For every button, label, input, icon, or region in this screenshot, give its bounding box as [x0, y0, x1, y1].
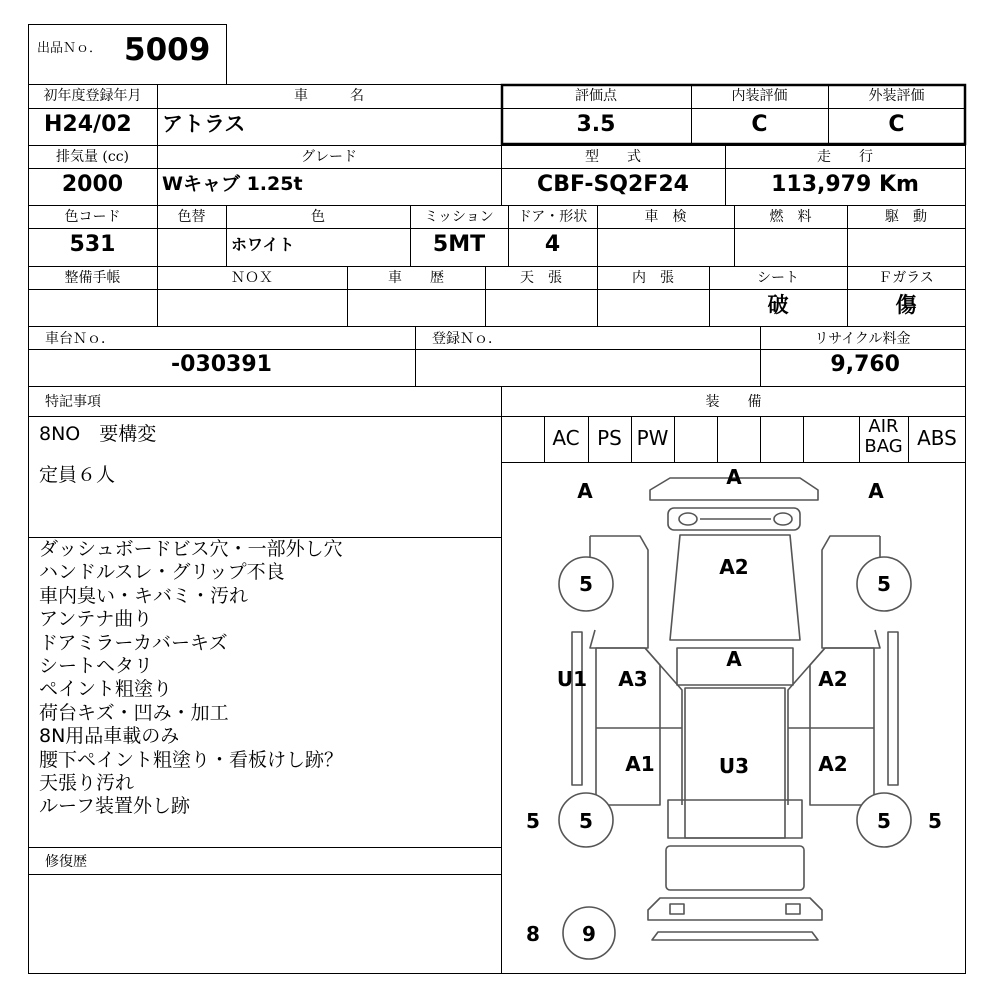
equipment-ps: PS — [597, 426, 622, 450]
color-code-value: 531 — [69, 232, 116, 257]
color-code-label: 色コード — [64, 209, 121, 225]
condition-notes-list — [39, 538, 343, 819]
fuel-label: 燃 料 — [769, 209, 812, 225]
rear-right-outer-code: 5 — [928, 809, 942, 833]
recycle-fee-label: リサイクル料金 — [814, 331, 911, 347]
tire-front-left: 5 — [579, 572, 593, 596]
seat-value: 破 — [767, 293, 789, 317]
car-name-label: 車 名 — [294, 88, 364, 104]
displacement-label: 排気量 (cc) — [55, 149, 130, 165]
chassis-value: -030391 — [171, 352, 272, 377]
model-label: 型 式 — [585, 149, 641, 165]
exterior-grade-value: C — [888, 112, 905, 137]
mission-value: 5MT — [432, 232, 486, 257]
list-item: 8N用品車載のみ — [39, 725, 180, 748]
tire-spare: 9 — [582, 922, 596, 946]
registration-label: 登録Ｎｏ． — [432, 331, 502, 347]
equipment-abs: ABS — [917, 426, 957, 450]
list-item: ルーフ装置外し跡 — [39, 795, 191, 818]
color-change-label: 色替 — [177, 209, 206, 225]
nox-label: ＮＯＸ — [231, 270, 273, 286]
notes-label: 特記事項 — [45, 394, 101, 410]
tire-rear-right: 5 — [877, 809, 891, 833]
damage-left-lower: A1 — [625, 752, 655, 776]
list-item: ドアミラーカバーキズ — [39, 631, 228, 654]
spare-outer-code: 8 — [526, 922, 540, 946]
damage-right-lower: A2 — [818, 752, 848, 776]
list-item: ハンドルスレ・グリップ不良 — [39, 561, 285, 584]
list-item: 天張り汚れ — [39, 772, 135, 795]
seat-label: シート — [757, 270, 799, 286]
equipment-pw: PW — [636, 426, 669, 450]
damage-left-door: A3 — [618, 667, 648, 691]
list-item: 荷台キズ・凹み・加工 — [39, 701, 229, 724]
interior-grade-value: C — [751, 112, 768, 137]
notes-line-1: 8NO 要構変 — [39, 423, 157, 445]
damage-roof-front: A — [726, 647, 742, 671]
equipment-airbag-line2: BAG — [864, 436, 903, 457]
exterior-grade-label: 外装評価 — [868, 88, 925, 104]
equipment-ac: AC — [552, 426, 580, 450]
equipment-label: 装 備 — [705, 394, 762, 410]
door-label: ドア・形状 — [517, 209, 588, 225]
damage-right-door: A2 — [818, 667, 848, 691]
tire-rear-left: 5 — [579, 809, 593, 833]
list-item: 車内臭い・キバミ・汚れ — [39, 584, 249, 607]
list-item: アンテナ曲り — [39, 608, 153, 631]
chassis-label: 車台Ｎｏ． — [45, 331, 115, 347]
drive-label: 駆 動 — [885, 209, 927, 225]
windshield-label: Ｆガラス — [878, 270, 934, 286]
score-value: 3.5 — [576, 112, 616, 137]
door-value: 4 — [544, 232, 561, 257]
damage-front-left: A — [577, 479, 593, 503]
mission-label: ミッション — [424, 209, 494, 225]
repair-history-label: 修復歴 — [45, 854, 87, 870]
first-registration-value: H24/02 — [44, 112, 132, 137]
maintenance-label: 整備手帳 — [64, 270, 121, 286]
mileage-value: 113,979 Km — [771, 172, 919, 197]
mileage-label: 走 行 — [817, 149, 873, 165]
car-name-value: アトラス — [162, 112, 246, 136]
damage-left-pillar: U1 — [556, 667, 588, 691]
recycle-fee-value: 9,760 — [830, 352, 900, 377]
color-value: ホワイト — [231, 235, 295, 254]
tire-front-right: 5 — [877, 572, 891, 596]
inspection-label: 車 検 — [644, 209, 687, 225]
lot-label: 出品Ｎｏ． — [37, 41, 103, 56]
grade-label: グレード — [301, 149, 357, 165]
damage-front-right: A — [868, 479, 884, 503]
model-value: CBF-SQ2F24 — [537, 172, 689, 197]
history-label: 車 歴 — [388, 270, 444, 286]
interior-grade-label: 内装評価 — [731, 88, 788, 104]
interior-lining-label: 内 張 — [632, 270, 674, 286]
grade-value: Wキャブ 1.25t — [162, 173, 303, 195]
first-registration-label: 初年度登録年月 — [43, 88, 142, 104]
lot-number: 5009 — [124, 32, 211, 68]
damage-windshield: A2 — [719, 555, 749, 579]
rear-left-outer-code: 5 — [526, 809, 540, 833]
notes-line-2: 定員６人 — [39, 464, 116, 486]
list-item: ダッシュボードビス穴・一部外し穴 — [39, 538, 343, 560]
list-item: シートヘタリ — [39, 655, 154, 678]
color-label: 色 — [311, 209, 325, 225]
windshield-value: 傷 — [895, 293, 917, 317]
damage-center-bed: U3 — [718, 754, 750, 778]
roof-lining-label: 天 張 — [520, 270, 562, 286]
damage-front-center: A — [726, 465, 742, 489]
list-item: ペイント粗塗り — [39, 678, 173, 701]
displacement-value: 2000 — [61, 172, 124, 197]
score-label: 評価点 — [575, 88, 617, 104]
list-item: 腰下ペイント粗塗り・看板けし跡？ — [39, 748, 344, 771]
equipment-airbag-line1: AIR — [868, 416, 899, 437]
